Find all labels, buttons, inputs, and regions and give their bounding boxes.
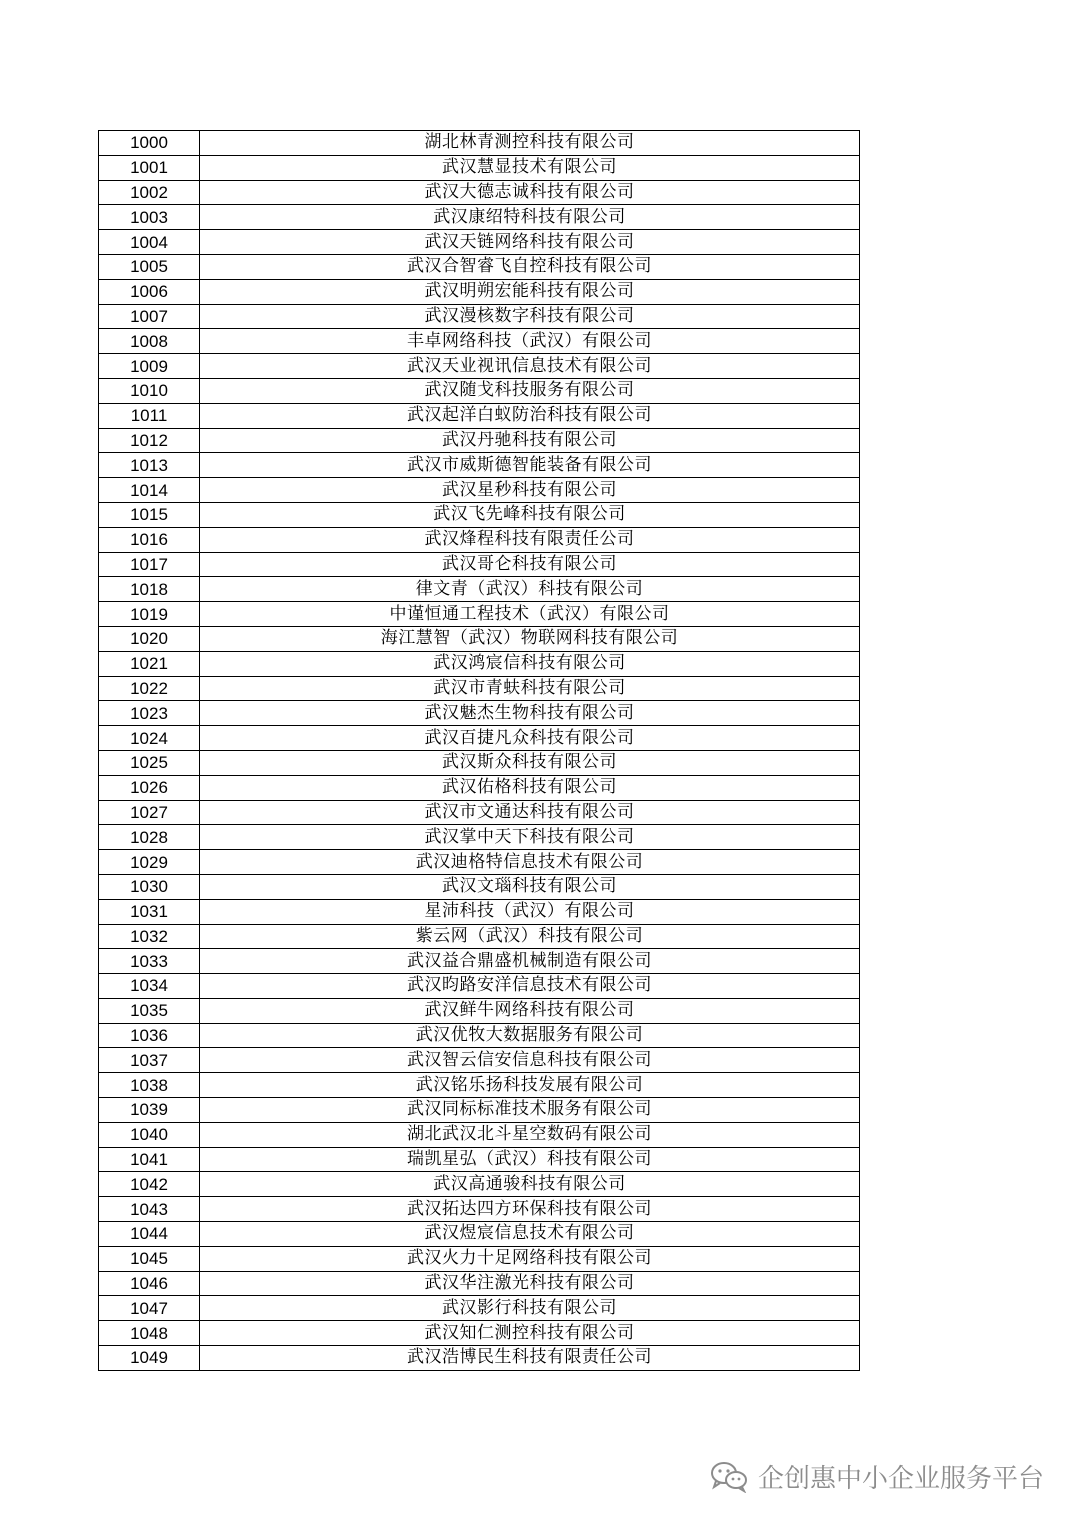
company-name: 武汉浩博民生科技有限责任公司 [200, 1346, 860, 1371]
table-row [99, 155, 860, 180]
company-name: 丰卓网络科技（武汉）有限公司 [200, 329, 860, 354]
wechat-icon [710, 1461, 748, 1493]
table-row [99, 354, 860, 379]
table-row [99, 428, 860, 453]
row-number: 1031 [99, 899, 200, 924]
table-row [99, 1172, 860, 1197]
table-row [99, 403, 860, 428]
row-number: 1026 [99, 775, 200, 800]
row-number: 1013 [99, 453, 200, 478]
company-name: 武汉魅杰生物科技有限公司 [200, 701, 860, 726]
company-name: 武汉知仁测控科技有限公司 [200, 1321, 860, 1346]
company-name: 武汉铭乐扬科技发展有限公司 [200, 1073, 860, 1098]
row-number: 1014 [99, 478, 200, 503]
company-name: 武汉益合鼎盛机械制造有限公司 [200, 949, 860, 974]
company-name: 中谨恒通工程技术（武汉）有限公司 [200, 602, 860, 627]
company-name: 武汉鲜牛网络科技有限公司 [200, 998, 860, 1023]
table-row [99, 750, 860, 775]
row-number: 1010 [99, 378, 200, 403]
company-list-sheet [98, 130, 860, 1371]
row-number: 1045 [99, 1246, 200, 1271]
row-number: 1043 [99, 1197, 200, 1222]
table-row [99, 1023, 860, 1048]
table-row [99, 676, 860, 701]
row-number: 1015 [99, 502, 200, 527]
row-number: 1016 [99, 527, 200, 552]
table-row [99, 230, 860, 255]
row-number: 1027 [99, 800, 200, 825]
company-name: 瑞凯星弘（武汉）科技有限公司 [200, 1147, 860, 1172]
table-row [99, 205, 860, 230]
row-number: 1005 [99, 254, 200, 279]
company-name: 武汉合智睿飞自控科技有限公司 [200, 254, 860, 279]
company-name: 武汉华注激光科技有限公司 [200, 1271, 860, 1296]
company-name: 武汉煜宸信息技术有限公司 [200, 1222, 860, 1247]
company-name: 武汉智云信安信息科技有限公司 [200, 1048, 860, 1073]
row-number: 1009 [99, 354, 200, 379]
row-number: 1020 [99, 626, 200, 651]
row-number: 1019 [99, 602, 200, 627]
company-name: 武汉百捷凡众科技有限公司 [200, 726, 860, 751]
table-row [99, 304, 860, 329]
company-name: 武汉同标标准技术服务有限公司 [200, 1098, 860, 1123]
row-number: 1007 [99, 304, 200, 329]
table-row [99, 626, 860, 651]
table-row [99, 1098, 860, 1123]
row-number: 1001 [99, 155, 200, 180]
company-name: 武汉哥仑科技有限公司 [200, 552, 860, 577]
row-number: 1029 [99, 850, 200, 875]
company-name: 武汉迪格特信息技术有限公司 [200, 850, 860, 875]
row-number: 1036 [99, 1023, 200, 1048]
company-name: 武汉掌中天下科技有限公司 [200, 825, 860, 850]
company-name: 武汉文瑙科技有限公司 [200, 874, 860, 899]
table-row [99, 1321, 860, 1346]
row-number: 1028 [99, 825, 200, 850]
row-number: 1033 [99, 949, 200, 974]
row-number: 1006 [99, 279, 200, 304]
company-name: 律文青（武汉）科技有限公司 [200, 577, 860, 602]
row-number: 1032 [99, 924, 200, 949]
company-name: 武汉慧显技术有限公司 [200, 155, 860, 180]
row-number: 1046 [99, 1271, 200, 1296]
table-row [99, 1222, 860, 1247]
table-row [99, 701, 860, 726]
row-number: 1037 [99, 1048, 200, 1073]
table-row [99, 1296, 860, 1321]
row-number: 1012 [99, 428, 200, 453]
company-name: 武汉随戈科技服务有限公司 [200, 378, 860, 403]
row-number: 1035 [99, 998, 200, 1023]
row-number: 1011 [99, 403, 200, 428]
company-name: 武汉星秒科技有限公司 [200, 478, 860, 503]
table-row [99, 775, 860, 800]
table-row [99, 378, 860, 403]
row-number: 1038 [99, 1073, 200, 1098]
company-name: 武汉拓达四方环保科技有限公司 [200, 1197, 860, 1222]
row-number: 1034 [99, 974, 200, 999]
row-number: 1039 [99, 1098, 200, 1123]
company-name: 武汉烽程科技有限责任公司 [200, 527, 860, 552]
company-name: 紫云网（武汉）科技有限公司 [200, 924, 860, 949]
company-name: 武汉起洋白蚁防治科技有限公司 [200, 403, 860, 428]
table-row [99, 1048, 860, 1073]
table-row [99, 1246, 860, 1271]
table-row [99, 478, 860, 503]
company-name: 武汉市青蚨科技有限公司 [200, 676, 860, 701]
company-table [98, 130, 860, 1371]
table-row [99, 726, 860, 751]
table-row [99, 800, 860, 825]
row-number: 1018 [99, 577, 200, 602]
company-name: 武汉明朔宏能科技有限公司 [200, 279, 860, 304]
row-number: 1024 [99, 726, 200, 751]
table-row [99, 924, 860, 949]
table-row [99, 998, 860, 1023]
company-name: 武汉市威斯德智能装备有限公司 [200, 453, 860, 478]
table-row [99, 850, 860, 875]
table-row [99, 1197, 860, 1222]
company-name: 武汉市文通达科技有限公司 [200, 800, 860, 825]
table-row [99, 602, 860, 627]
row-number: 1049 [99, 1346, 200, 1371]
row-number: 1023 [99, 701, 200, 726]
row-number: 1025 [99, 750, 200, 775]
company-name: 武汉康绍特科技有限公司 [200, 205, 860, 230]
company-name: 湖北林青测控科技有限公司 [200, 131, 860, 156]
row-number: 1008 [99, 329, 200, 354]
company-name: 武汉漫核数字科技有限公司 [200, 304, 860, 329]
row-number: 1030 [99, 874, 200, 899]
row-number: 1004 [99, 230, 200, 255]
row-number: 1022 [99, 676, 200, 701]
company-name: 武汉鸿宸信科技有限公司 [200, 651, 860, 676]
row-number: 1048 [99, 1321, 200, 1346]
table-row [99, 329, 860, 354]
table-row [99, 974, 860, 999]
table-row [99, 899, 860, 924]
row-number: 1002 [99, 180, 200, 205]
company-name: 武汉高通骏科技有限公司 [200, 1172, 860, 1197]
company-name: 武汉佑格科技有限公司 [200, 775, 860, 800]
table-row [99, 651, 860, 676]
table-row [99, 1147, 860, 1172]
row-number: 1003 [99, 205, 200, 230]
row-number: 1042 [99, 1172, 200, 1197]
company-name: 武汉天业视讯信息技术有限公司 [200, 354, 860, 379]
table-row [99, 527, 860, 552]
table-row [99, 180, 860, 205]
table-row [99, 502, 860, 527]
company-name: 武汉影行科技有限公司 [200, 1296, 860, 1321]
company-table-body [99, 131, 860, 1371]
company-name: 武汉优牧大数据服务有限公司 [200, 1023, 860, 1048]
row-number: 1047 [99, 1296, 200, 1321]
row-number: 1000 [99, 131, 200, 156]
company-name: 星沛科技（武汉）有限公司 [200, 899, 860, 924]
company-name: 武汉昀路安洋信息技术有限公司 [200, 974, 860, 999]
company-name: 武汉天链网络科技有限公司 [200, 230, 860, 255]
table-row [99, 1073, 860, 1098]
watermark-text: 企创惠中小企业服务平台 [757, 1464, 1044, 1494]
table-row [99, 552, 860, 577]
table-row [99, 1346, 860, 1371]
table-row [99, 131, 860, 156]
company-name: 海江慧智（武汉）物联网科技有限公司 [200, 626, 860, 651]
table-row [99, 949, 860, 974]
table-row [99, 874, 860, 899]
company-name: 武汉大德志诚科技有限公司 [200, 180, 860, 205]
company-name: 武汉火力十足网络科技有限公司 [200, 1246, 860, 1271]
table-row [99, 1122, 860, 1147]
row-number: 1044 [99, 1222, 200, 1247]
table-row [99, 1271, 860, 1296]
company-name: 武汉斯众科技有限公司 [200, 750, 860, 775]
row-number: 1021 [99, 651, 200, 676]
table-row [99, 577, 860, 602]
company-name: 武汉丹驰科技有限公司 [200, 428, 860, 453]
company-name: 湖北武汉北斗星空数码有限公司 [200, 1122, 860, 1147]
company-name: 武汉飞先峰科技有限公司 [200, 502, 860, 527]
row-number: 1040 [99, 1122, 200, 1147]
row-number: 1041 [99, 1147, 200, 1172]
table-row [99, 254, 860, 279]
watermark [710, 1458, 1044, 1495]
row-number: 1017 [99, 552, 200, 577]
table-row [99, 453, 860, 478]
table-row [99, 825, 860, 850]
table-row [99, 279, 860, 304]
